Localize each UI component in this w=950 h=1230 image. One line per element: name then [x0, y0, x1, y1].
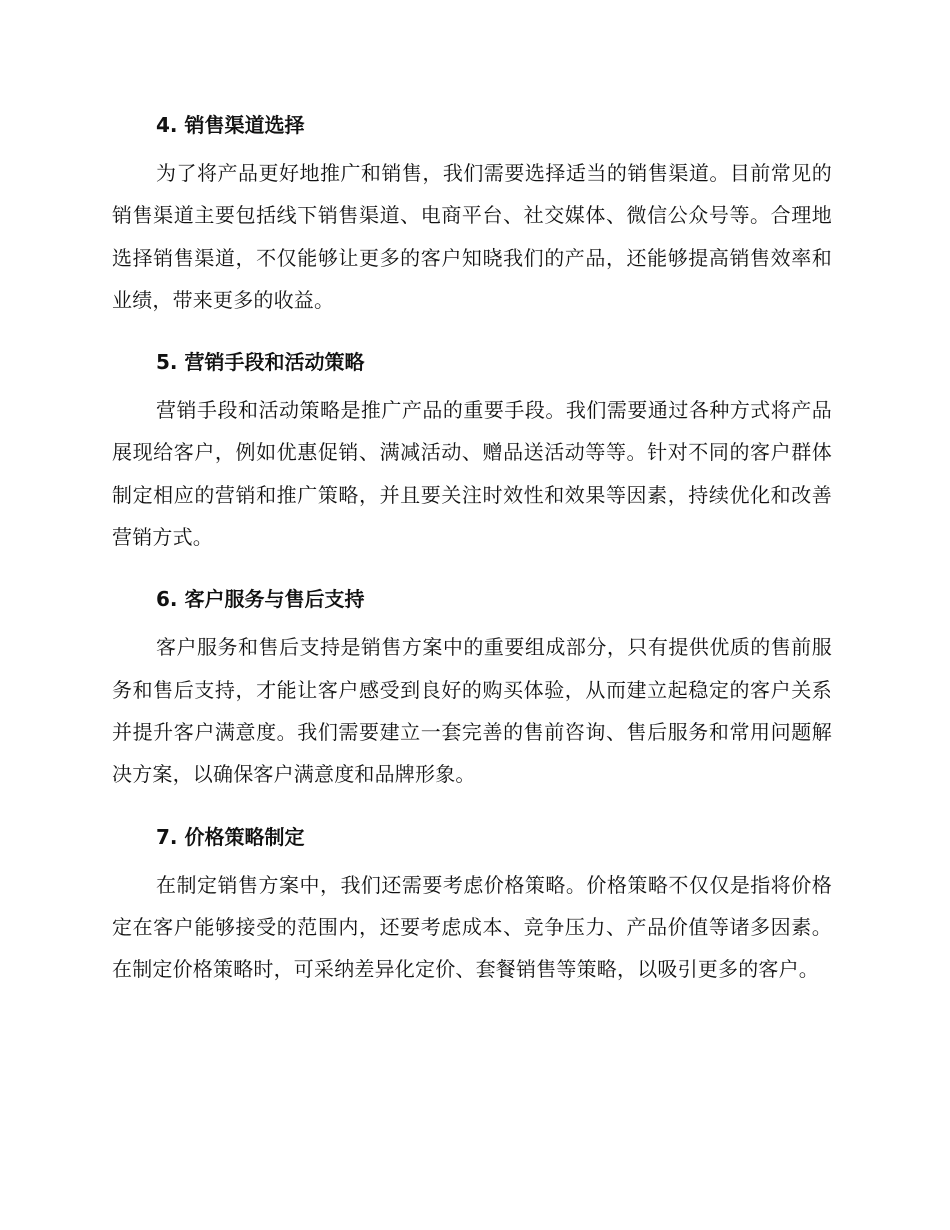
section-paragraph: 为了将产品更好地推广和销售，我们需要选择适当的销售渠道。目前常见的销售渠道主要包括线下销售渠道、电商平台、社交媒体、微信公众号等。合理地选择销售渠道，不仅能够让更多的客户知晓我们的产品，还能够提高销售效率和业绩，带来更多的收益。: [112, 161, 832, 312]
section-paragraph: 营销手段和活动策略是推广产品的重要手段。我们需要通过各种方式将产品展现给客户，例如优惠促销、满减活动、赠品送活动等等。针对不同的客户群体制定相应的营销和推广策略，并且要关注时效性和效果等因素，持续优化和改善营销方式。: [112, 398, 832, 550]
section-marketing-strategy: [112, 341, 832, 558]
section-heading: 6. 客户服务与售后支持: [156, 587, 365, 612]
section-customer-service: [112, 578, 832, 795]
section-heading: 4. 销售渠道选择: [156, 113, 305, 137]
section-heading: 5. 营销手段和活动策略: [156, 350, 365, 375]
section-pricing-strategy: [112, 816, 832, 991]
section-sales-channels: [112, 104, 832, 321]
section-paragraph: 在制定销售方案中，我们还需要考虑价格策略。价格策略不仅仅是指将价格定在客户能够接受的范围内，还要考虑成本、竞争压力、产品价值等诸多因素。在制定价格策略时，可采纳差异化定价、套餐销售等策略，以吸引更多的客户。: [112, 872, 832, 982]
section-paragraph: 客户服务和售后支持是销售方案中的重要组成部分，只有提供优质的售前服务和售后支持，才能让客户感受到良好的购买体验，从而建立起稳定的客户关系并提升客户满意度。我们需要建立一套完善的售前咨询、售后服务和常用问题解决方案，以确保客户满意度和品牌形象。: [112, 635, 832, 787]
section-heading: 7. 价格策略制定: [156, 824, 305, 849]
document-page: [112, 104, 832, 1010]
